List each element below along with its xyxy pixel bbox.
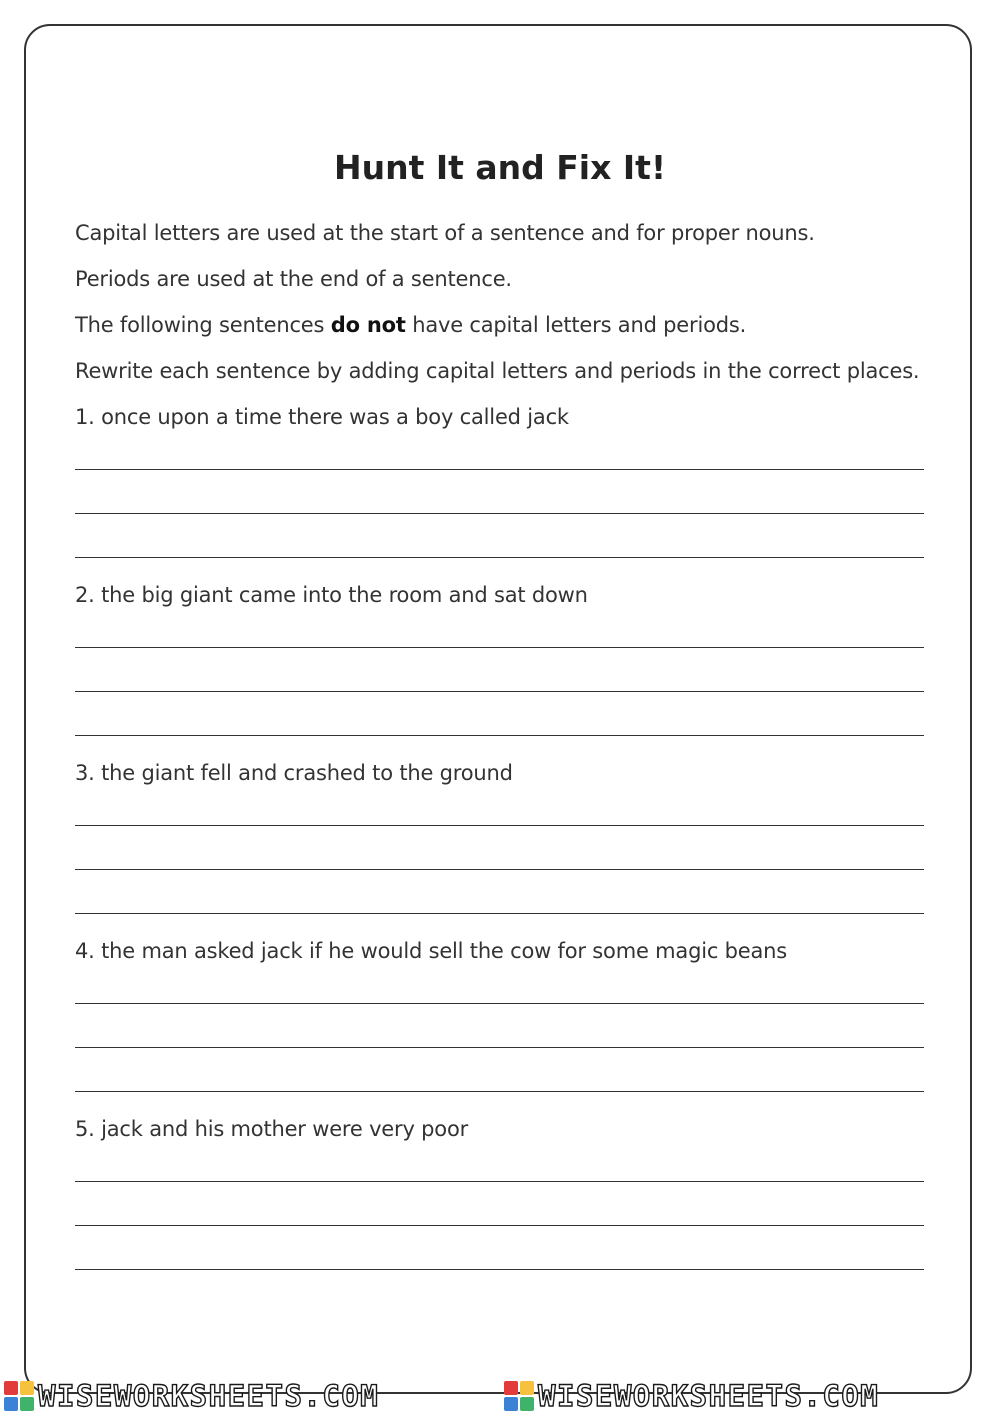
answer-line[interactable] bbox=[75, 735, 924, 736]
watermark-text: WISEWORKSHEETS.COM bbox=[538, 1378, 880, 1413]
answer-line[interactable] bbox=[75, 869, 924, 870]
watermark-logo bbox=[4, 1378, 379, 1413]
watermark-text: WISEWORKSHEETS.COM bbox=[38, 1378, 380, 1413]
answer-line[interactable] bbox=[75, 825, 924, 826]
question-4: 4. the man asked jack if he would sell the cow for some magic beans bbox=[75, 939, 788, 963]
instruction-rewrite: Rewrite each sentence by adding capital letters and periods in the correct places. bbox=[75, 359, 920, 383]
footer-watermark bbox=[0, 1378, 1000, 1413]
worksheet-title: Hunt It and Fix It! bbox=[333, 148, 666, 187]
answer-line[interactable] bbox=[75, 1047, 924, 1048]
answer-line[interactable] bbox=[75, 1091, 924, 1092]
question-1: 1. once upon a time there was a boy called jack bbox=[75, 405, 569, 429]
instruction-do-not-prefix: The following sentences bbox=[75, 313, 331, 337]
instruction-capital-letters: Capital letters are used at the start of a sentence and for proper nouns. bbox=[75, 221, 815, 245]
answer-line[interactable] bbox=[75, 557, 924, 558]
answer-line[interactable] bbox=[75, 1003, 924, 1004]
answer-line[interactable] bbox=[75, 1225, 924, 1226]
answer-line[interactable] bbox=[75, 691, 924, 692]
watermark-blocks-icon bbox=[4, 1381, 34, 1411]
watermark-logo bbox=[504, 1378, 879, 1413]
instruction-do-not bbox=[75, 313, 746, 337]
answer-line[interactable] bbox=[75, 647, 924, 648]
watermark-blocks-icon bbox=[504, 1381, 534, 1411]
answer-line[interactable] bbox=[75, 1181, 924, 1182]
question-2: 2. the big giant came into the room and sat down bbox=[75, 583, 588, 607]
instruction-do-not-bold: do not bbox=[330, 313, 406, 337]
answer-line[interactable] bbox=[75, 469, 924, 470]
instruction-do-not-suffix: have capital letters and periods. bbox=[405, 313, 747, 337]
question-5: 5. jack and his mother were very poor bbox=[75, 1117, 469, 1141]
answer-line[interactable] bbox=[75, 513, 924, 514]
question-3: 3. the giant fell and crashed to the ground bbox=[75, 761, 513, 785]
instruction-periods: Periods are used at the end of a sentence. bbox=[75, 267, 512, 291]
answer-line[interactable] bbox=[75, 913, 924, 914]
answer-line[interactable] bbox=[75, 1269, 924, 1270]
